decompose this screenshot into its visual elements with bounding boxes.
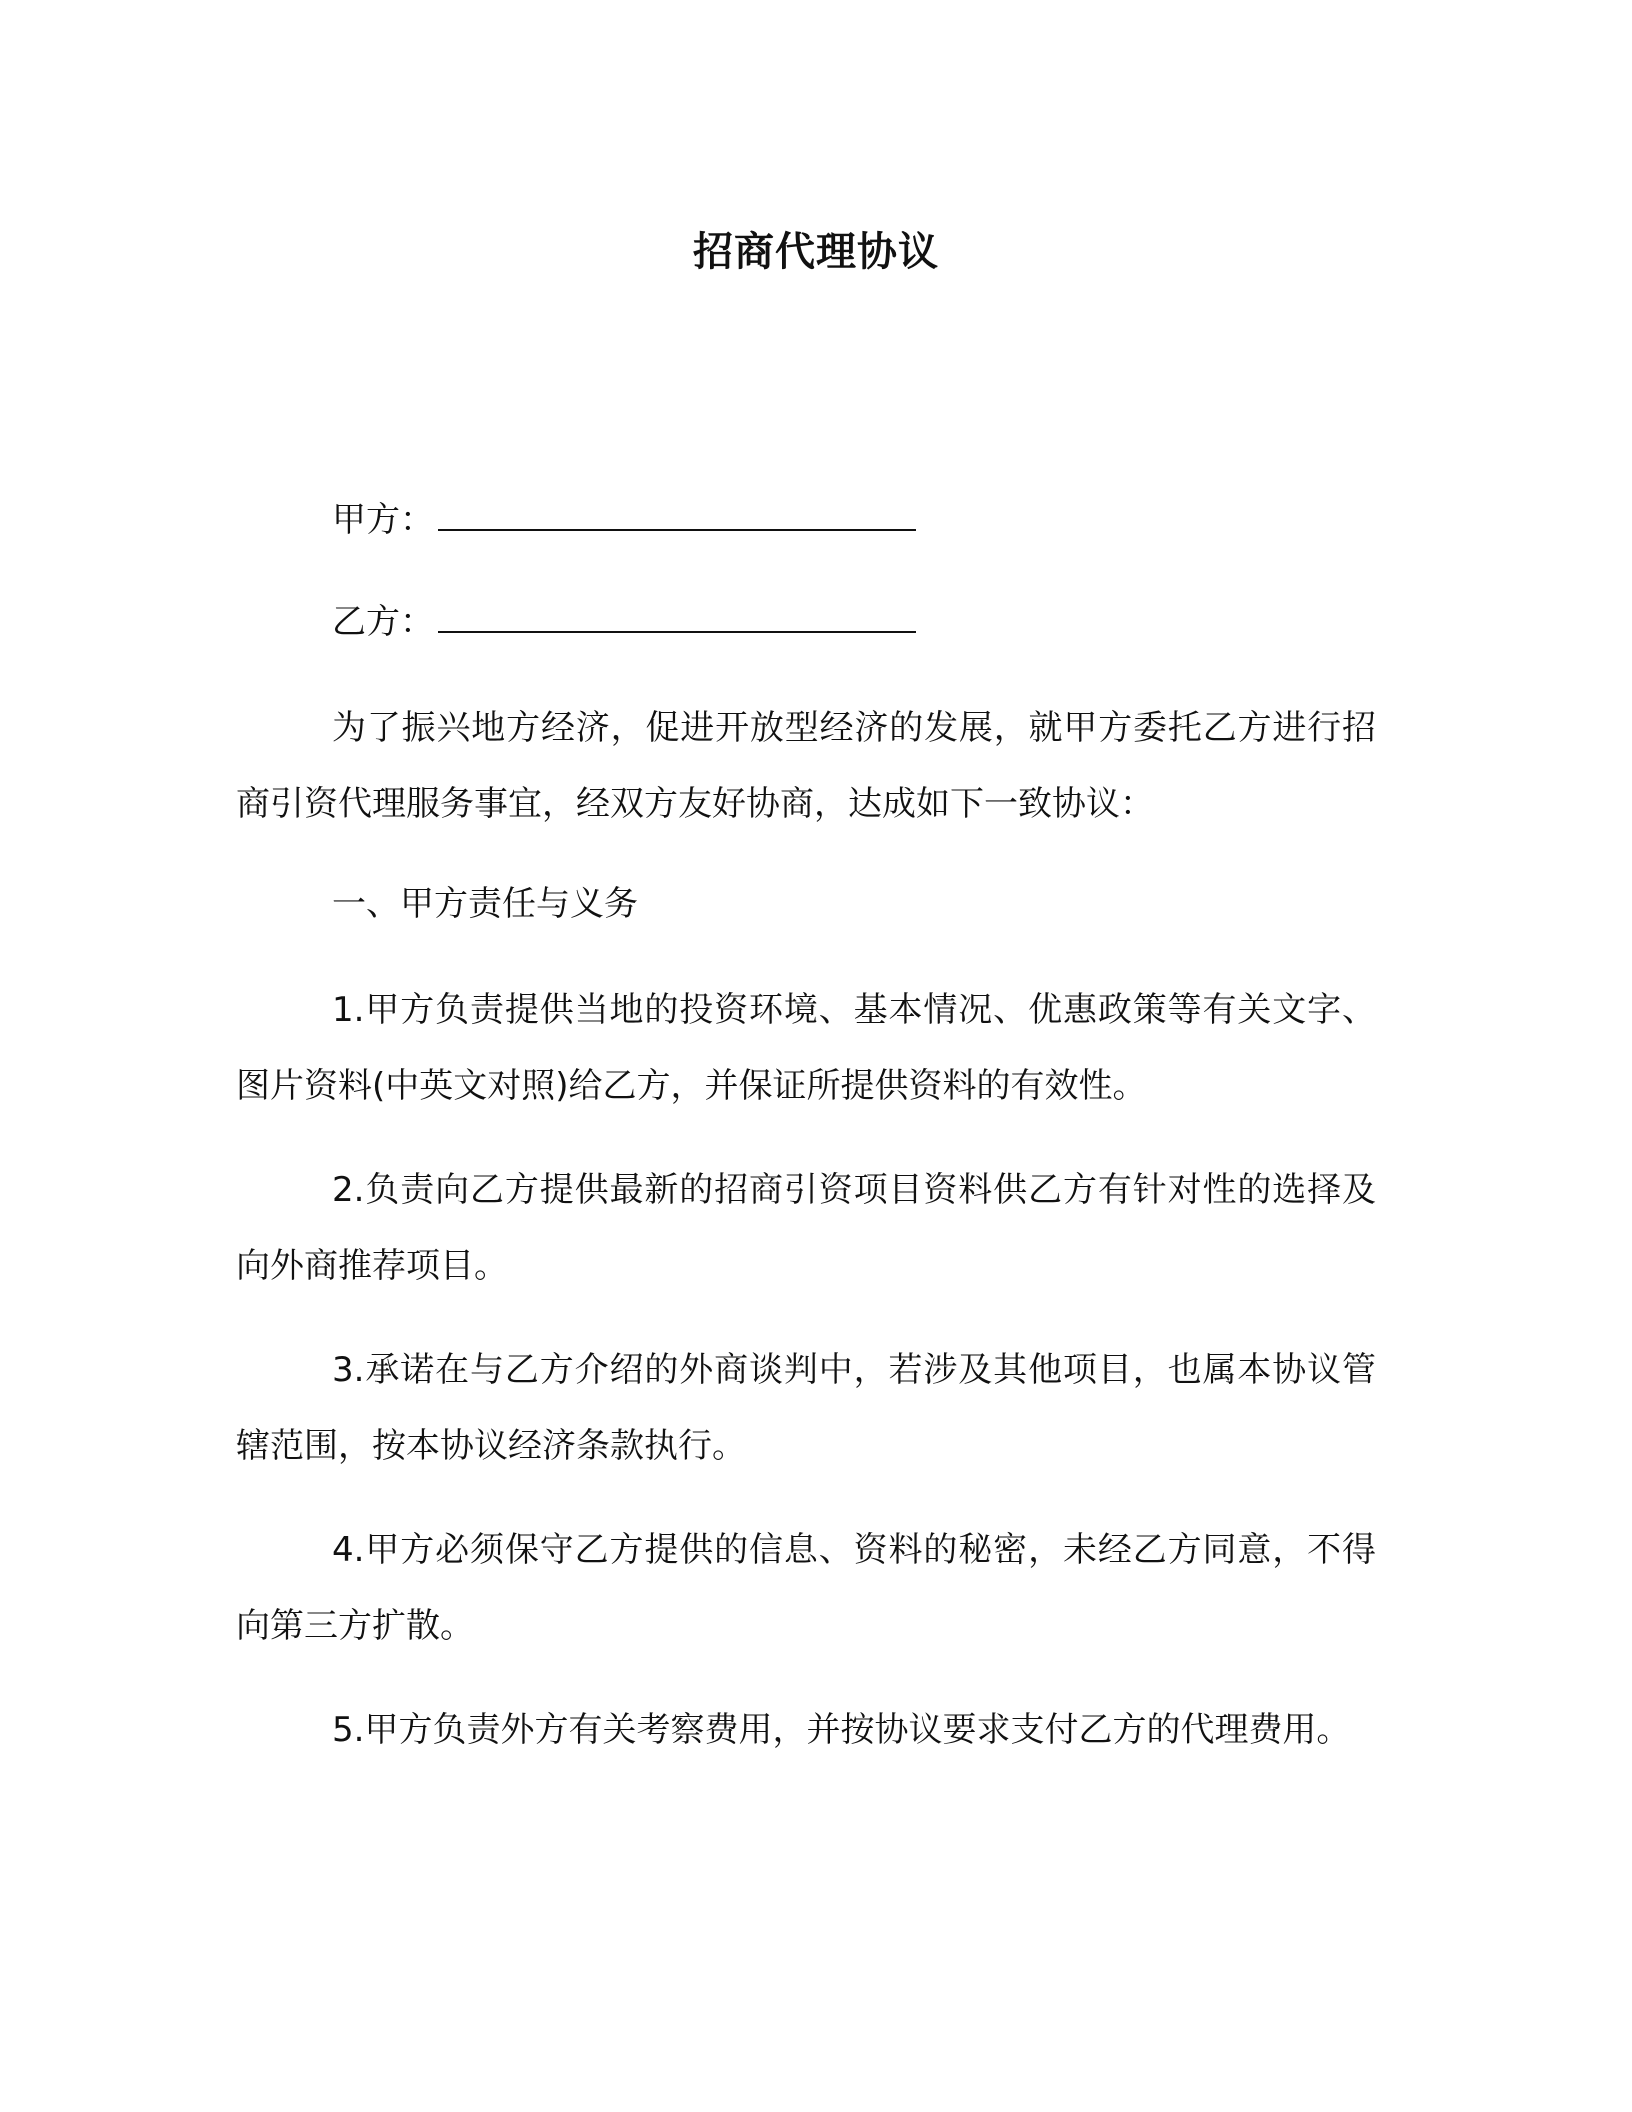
party-b-blank bbox=[438, 603, 916, 633]
clause-1: 1.甲方负责提供当地的投资环境、基本情况、优惠政策等有关文字、图片资料(中英文对照)给乙方，并保证所提供资料的有效性。 bbox=[236, 990, 1376, 1106]
party-a-blank bbox=[438, 501, 916, 531]
party-a-line bbox=[332, 496, 916, 544]
clause-5: 5.甲方负责外方有关考察费用，并按协议要求支付乙方的代理费用。 bbox=[332, 1710, 1351, 1750]
party-b-line bbox=[332, 598, 916, 646]
clause-4: 4.甲方必须保守乙方提供的信息、资料的秘密，未经乙方同意，不得向第三方扩散。 bbox=[236, 1530, 1376, 1646]
document-title: 招商代理协议 bbox=[693, 229, 939, 275]
intro-paragraph: 为了振兴地方经济，促进开放型经济的发展，就甲方委托乙方进行招商引资代理服务事宜，经双方友好协商，达成如下一致协议： bbox=[236, 708, 1376, 824]
clause-2: 2.负责向乙方提供最新的招商引资项目资料供乙方有针对性的选择及向外商推荐项目。 bbox=[236, 1170, 1376, 1286]
clause-3: 3.承诺在与乙方介绍的外商谈判中，若涉及其他项目，也属本协议管辖范围，按本协议经济条款执行。 bbox=[236, 1350, 1376, 1466]
section-heading: 一、甲方责任与义务 bbox=[332, 884, 638, 924]
party-b-label: 乙方： bbox=[332, 602, 434, 642]
party-a-label: 甲方： bbox=[332, 500, 434, 540]
